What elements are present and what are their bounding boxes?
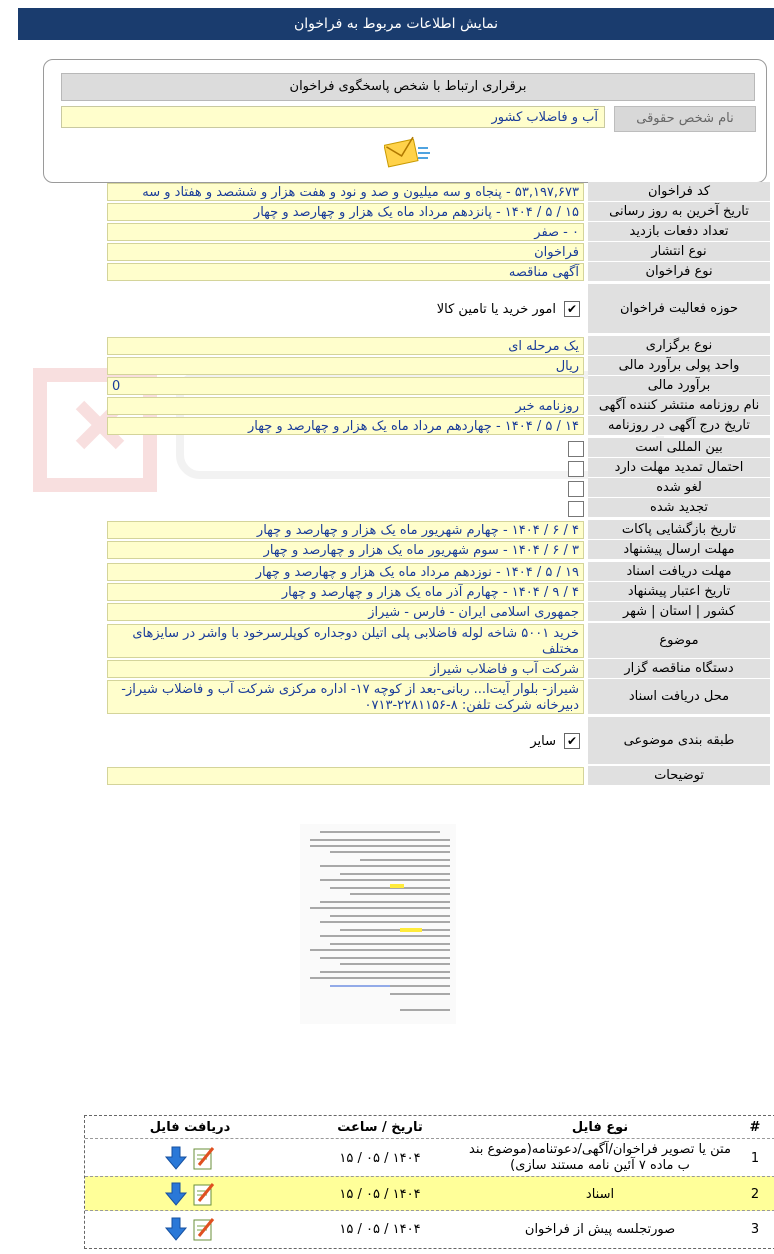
- label-extension: احتمال تمدید مهلت دارد: [588, 458, 770, 478]
- row-organizer: [107, 659, 770, 679]
- row-extension: [107, 458, 770, 478]
- row-docs-place: [107, 679, 770, 715]
- file-type: متن یا تصویر فراخوان/آگهی/دعوتنامه(موضوع بند ب ماده ۷ آئین نامه مستند سازی): [469, 1142, 731, 1173]
- extension-checkbox[interactable]: [568, 461, 584, 477]
- notice-document-image[interactable]: [300, 824, 456, 1024]
- edit-icon[interactable]: [191, 1181, 217, 1207]
- label-holding-type: نوع برگزاری: [588, 336, 770, 356]
- contact-panel: [43, 59, 767, 183]
- file-num: 1: [750, 1150, 760, 1166]
- contact-responder-button[interactable]: برقراری ارتباط با شخص پاسخگوی فراخوان: [61, 73, 755, 101]
- checkbox-icon[interactable]: ✔: [564, 301, 580, 317]
- row-holding-type: [107, 336, 770, 356]
- row-newspaper: [107, 396, 770, 416]
- row-last-update: [107, 202, 770, 222]
- row-submit-deadline: [107, 540, 770, 560]
- label-newspaper-date: تاریخ درج آگهی در روزنامه: [588, 416, 770, 436]
- row-estimate: [107, 376, 770, 396]
- label-docs-deadline: مهلت دریافت اسناد: [588, 562, 770, 582]
- file-type: صورتجلسه پیش از فراخوان: [524, 1221, 676, 1237]
- label-renewed: تجدید شده: [588, 498, 770, 518]
- value-tender-type: آگهی مناقصه: [107, 263, 584, 281]
- value-location: جمهوری اسلامی ایران - فارس - شیراز: [107, 603, 584, 621]
- label-location: کشور | استان | شهر: [588, 602, 770, 622]
- checkbox-icon[interactable]: ✔: [564, 733, 580, 749]
- row-international: [107, 438, 770, 458]
- row-newspaper-date: [107, 416, 770, 436]
- label-visits: تعداد دفعات بازدید: [588, 222, 770, 242]
- label-last-update: تاریخ آخرین به روز رسانی: [588, 202, 770, 222]
- page-header: نمایش اطلاعات مربوط به فراخوان: [18, 8, 774, 40]
- header-date: تاریخ / ساعت: [337, 1119, 423, 1135]
- row-notes: [107, 766, 770, 786]
- label-international: بین المللی است: [588, 438, 770, 458]
- renewed-checkbox[interactable]: [568, 501, 584, 517]
- label-cancelled: لغو شده: [588, 478, 770, 498]
- label-subject: موضوع: [588, 623, 770, 659]
- value-newspaper-date: ۱۴ / ۵ / ۱۴۰۴ - چهاردهم مرداد ماه یک هزار و چهارصد و چهار: [107, 417, 584, 435]
- files-header: [85, 1116, 774, 1138]
- files-table: [84, 1115, 774, 1249]
- row-location: [107, 602, 770, 622]
- value-visits: ۰ - صفر: [107, 223, 584, 241]
- value-validity: ۴ / ۹ / ۱۴۰۴ - چهارم آذر ماه یک هزار و چهارصد و چهار: [107, 583, 584, 601]
- label-currency: واحد پولی برآورد مالی: [588, 356, 770, 376]
- row-tender-type: [107, 262, 770, 282]
- row-validity: [107, 582, 770, 602]
- row-tender-code: [107, 182, 770, 202]
- row-open-date: [107, 520, 770, 540]
- value-publish-type: فراخوان: [107, 243, 584, 261]
- row-visits: [107, 222, 770, 242]
- file-date: ۱۴۰۴ / ۰۵ / ۱۵: [339, 1186, 421, 1202]
- legal-person-label: نام شخص حقوقی: [614, 106, 756, 132]
- table-row: [85, 1138, 774, 1177]
- value-estimate: 0: [107, 377, 584, 395]
- label-activity: حوزه فعالیت فراخوان: [588, 284, 770, 334]
- edit-icon[interactable]: [191, 1145, 217, 1171]
- header-download: دریافت فایل: [149, 1119, 231, 1135]
- header-type: نوع فایل: [571, 1119, 629, 1135]
- value-docs-deadline: ۱۹ / ۵ / ۱۴۰۴ - نوزدهم مرداد ماه یک هزار و چهارصد و چهار: [107, 563, 584, 581]
- value-last-update: ۱۵ / ۵ / ۱۴۰۴ - پانزدهم مرداد ماه یک هزار و چهارصد و چهار: [107, 203, 584, 221]
- label-tender-code: کد فراخوان: [588, 182, 770, 202]
- row-publish-type: [107, 242, 770, 262]
- download-arrow-icon[interactable]: [163, 1181, 189, 1207]
- label-validity: تاریخ اعتبار پیشنهاد: [588, 582, 770, 602]
- label-tender-type: نوع فراخوان: [588, 262, 770, 282]
- label-category: طبقه بندی موضوعی: [588, 717, 770, 765]
- international-checkbox[interactable]: [568, 441, 584, 457]
- row-category: [107, 717, 770, 765]
- label-open-date: تاریخ بازگشایی پاکات: [588, 520, 770, 540]
- label-publish-type: نوع انتشار: [588, 242, 770, 262]
- label-newspaper: نام روزنامه منتشر کننده آگهی: [588, 396, 770, 416]
- activity-text: امور خرید یا تامین کالا: [436, 301, 556, 317]
- value-category: [107, 718, 584, 764]
- file-num: 2: [750, 1186, 760, 1202]
- value-newspaper: روزنامه خبر: [107, 397, 584, 415]
- value-currency: ریال: [107, 357, 584, 375]
- row-renewed: [107, 498, 770, 518]
- file-num: 3: [750, 1221, 760, 1237]
- value-submit-deadline: ۳ / ۶ / ۱۴۰۴ - سوم شهریور ماه یک هزار و چهارصد و چهار: [107, 541, 584, 559]
- label-estimate: برآورد مالی: [588, 376, 770, 396]
- file-download[interactable]: [85, 1139, 295, 1177]
- row-docs-deadline: [107, 562, 770, 582]
- value-tender-code: ۵۳,۱۹۷,۶۷۳ - پنجاه و سه میلیون و صد و نود و هفت هزار و ششصد و هفتاد و سه: [107, 183, 584, 201]
- value-organizer: شرکت آب و فاضلاب شیراز: [107, 660, 584, 678]
- file-download[interactable]: [85, 1177, 295, 1211]
- edit-icon[interactable]: [191, 1216, 217, 1242]
- file-download[interactable]: [85, 1211, 295, 1247]
- download-arrow-icon[interactable]: [163, 1216, 189, 1242]
- label-submit-deadline: مهلت ارسال پیشنهاد: [588, 540, 770, 560]
- table-row: [85, 1176, 774, 1211]
- download-arrow-icon[interactable]: [163, 1145, 189, 1171]
- category-text: سایر: [530, 733, 556, 749]
- table-row: [85, 1210, 774, 1247]
- row-activity: [107, 284, 770, 334]
- value-docs-place: شیراز- بلوار آیت‌ا... ربانی-بعد از کوچه ۱۷- اداره مرکزی شرکت آب و فاضلاب شیراز- دبیرخانه شرکت تلفن: ۸-۲۲۸۱۱۵۶-۰۷۱۳: [107, 680, 584, 714]
- value-subject: خرید ۵۰۰۱ شاخه لوله فاضلابی پلی اتیلن دوجداره کوپلرسرخود با واشر در سایزهای مختلف: [107, 624, 584, 658]
- file-type: اسناد: [585, 1186, 615, 1202]
- label-organizer: دستگاه مناقصه گزار: [588, 659, 770, 679]
- row-currency: [107, 356, 770, 376]
- value-activity: [107, 285, 584, 333]
- row-subject: [107, 623, 770, 659]
- label-docs-place: محل دریافت اسناد: [588, 679, 770, 715]
- mail-icon[interactable]: [384, 134, 432, 170]
- label-notes: توضیحات: [588, 766, 770, 786]
- file-date: ۱۴۰۴ / ۰۵ / ۱۵: [339, 1221, 421, 1237]
- row-cancelled: [107, 478, 770, 498]
- value-open-date: ۴ / ۶ / ۱۴۰۴ - چهارم شهریور ماه یک هزار و چهارصد و چهار: [107, 521, 584, 539]
- value-holding-type: یک مرحله ای: [107, 337, 584, 355]
- legal-person-value: آب و فاضلاب کشور: [61, 106, 605, 128]
- file-date: ۱۴۰۴ / ۰۵ / ۱۵: [339, 1150, 421, 1166]
- cancelled-checkbox[interactable]: [568, 481, 584, 497]
- value-notes: [107, 767, 584, 785]
- header-num: #: [749, 1119, 761, 1135]
